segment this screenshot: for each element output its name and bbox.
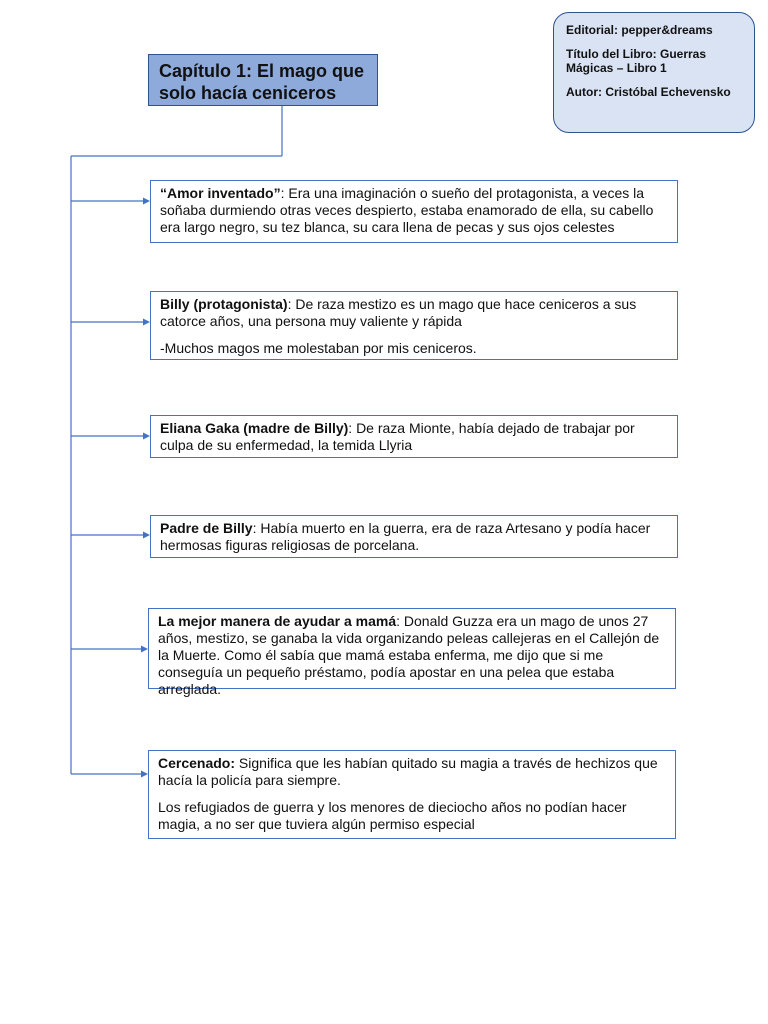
chapter-title-box <box>148 54 378 106</box>
book-title-label: Título del Libro: Guerras Mágicas – Libro 1 <box>566 47 707 75</box>
arrow-head-3 <box>143 433 150 440</box>
card-description: : Era una imaginación o sueño del protagonista, a veces la soñaba durmiendo otras veces despierto, estaba enamorado de ella, su cabello era largo negro, su tez blanca, su cara llena de pecas y sus ojos celestes <box>160 185 654 235</box>
event-card-ayudar-a-mama <box>148 608 676 697</box>
card-text <box>160 185 668 236</box>
card-text <box>160 420 668 454</box>
card-description: : Donald Guzza era un mago de unos 27 años, mestizo, se ganaba la vida organizando peleas callejeras en el Callejón de la Muerte. Como él sabía que mamá estaba enferma, me dijo que si me conseguía un pequeño préstamo, podía apostar en una pelea que estaba arreglada. <box>158 613 660 697</box>
card-term: “Amor inventado” <box>160 185 281 201</box>
arrow-head-4 <box>143 532 150 539</box>
editorial-label: Editorial: pepper&dreams <box>566 23 713 37</box>
card-text <box>160 296 668 330</box>
card-text <box>158 613 666 698</box>
card-description: Significa que les habían quitado su magia a través de hechizos que hacía la policía para siempre. <box>158 755 658 788</box>
card-extra: -Muchos magos me molestaban por mis ceniceros. <box>160 340 477 356</box>
chapter-title: Capítulo 1: El mago que solo hacía ceniceros <box>159 61 365 103</box>
arrow-head-1 <box>143 198 150 205</box>
card-term: Cercenado: <box>158 755 236 771</box>
card-term: Padre de Billy <box>160 520 253 536</box>
card-text <box>160 520 668 554</box>
character-card-amor-inventado <box>150 180 678 243</box>
card-text <box>158 755 666 789</box>
character-card-eliana-gaka <box>150 415 678 458</box>
book-info-box <box>553 12 755 133</box>
concept-card-cercenado <box>148 750 676 839</box>
card-description: : Había muerto en la guerra, era de raza Artesano y podía hacer hermosas figuras religiosas de porcelana. <box>160 520 651 553</box>
card-term: La mejor manera de ayudar a mamá <box>158 613 397 629</box>
character-card-padre-de-billy <box>150 515 678 558</box>
card-term: Billy (protagonista) <box>160 296 288 312</box>
arrow-head-2 <box>143 319 150 326</box>
author-label: Autor: Cristóbal Echevensko <box>566 85 731 99</box>
card-description: : De raza mestizo es un mago que hace ceniceros a sus catorce años, una persona muy valiente y rápida <box>160 296 637 329</box>
card-extra: Los refugiados de guerra y los menores de dieciocho años no podían hacer magia, a no ser que tuviera algún permiso especial <box>158 799 627 832</box>
card-term: Eliana Gaka (madre de Billy) <box>160 420 349 436</box>
arrow-head-6 <box>141 771 148 778</box>
character-card-billy <box>150 291 678 360</box>
card-description: : De raza Mionte, había dejado de trabajar por culpa de su enfermedad, la temida Llyria <box>160 420 635 453</box>
arrow-head-5 <box>141 646 148 653</box>
